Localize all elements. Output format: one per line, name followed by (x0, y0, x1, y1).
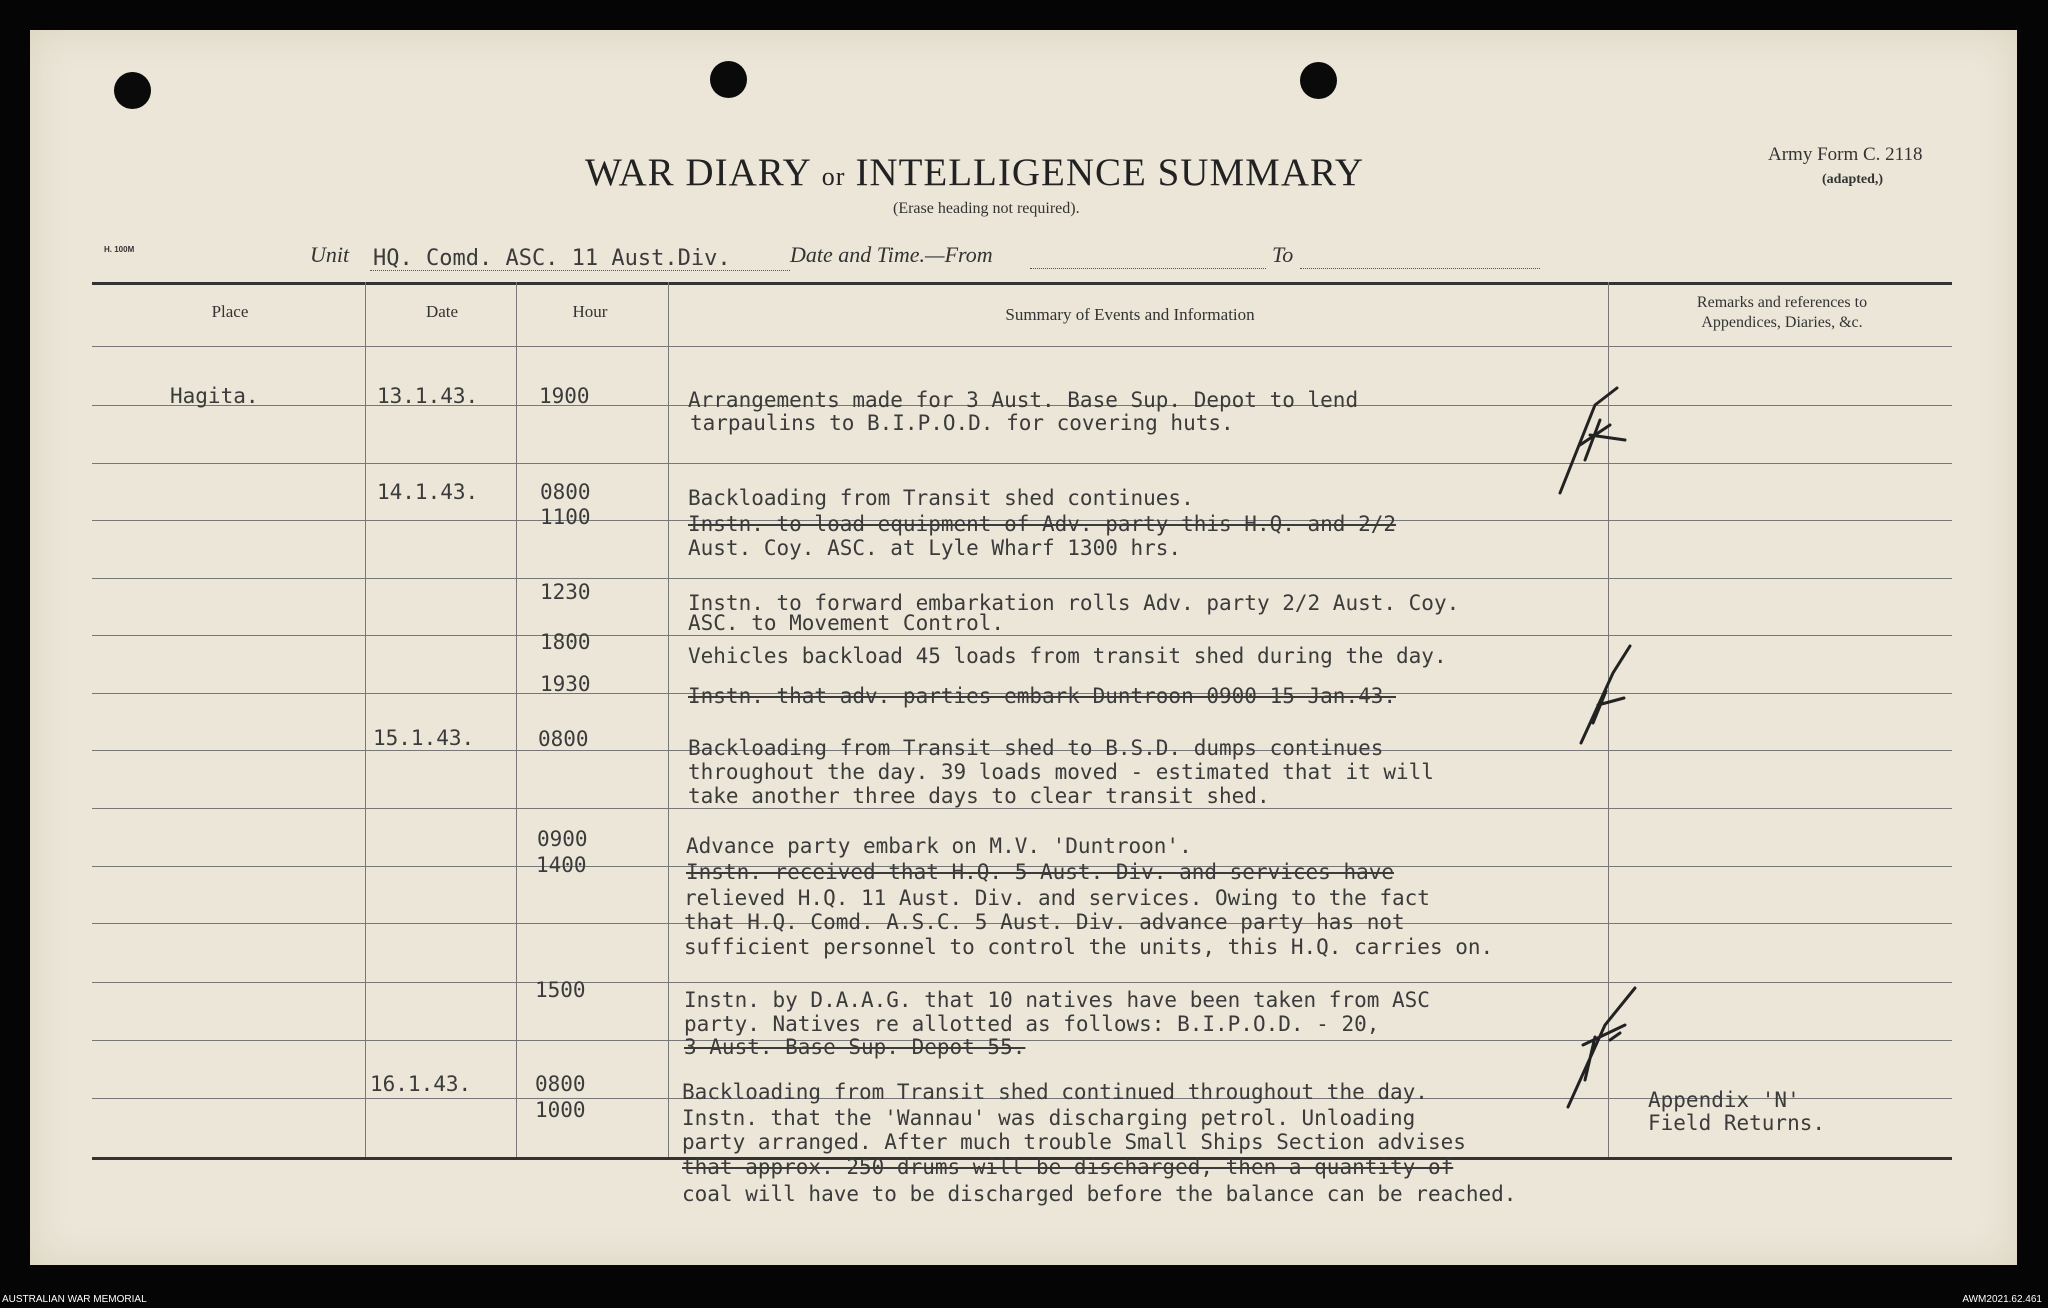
remarks-cell: Appendix 'N' (1648, 1088, 1800, 1112)
footer-credit: AUSTRALIAN WAR MEMORIAL (2, 1294, 147, 1305)
ruled-line (92, 578, 1952, 579)
hour-cell: 1230 (540, 580, 591, 604)
ruled-line (92, 463, 1952, 464)
place-cell: Hagita. (170, 384, 259, 408)
hour-cell: 0800 (540, 480, 591, 504)
hour-cell: 1500 (535, 978, 586, 1002)
summary-line: Instn. to forward embarkation rolls Adv. party 2/2 Aust. Coy. (688, 591, 1460, 615)
summary-line: Instn. received that H.Q. 5 Aust. Div. and services have (686, 860, 1395, 884)
date-cell: 14.1.43. (377, 480, 479, 504)
unit-dotline (370, 270, 790, 271)
summary-line: party. Natives re allotted as follows: B.I.P.O.D. - 20, (684, 1012, 1380, 1036)
army-form-number: Army Form C. 2118 (1768, 144, 1923, 165)
summary-line: tarpaulins to B.I.P.O.D. for covering huts. (690, 411, 1234, 435)
col-head-remarks-2: Appendices, Diaries, &c. (1701, 314, 1863, 331)
to-label: To (1272, 242, 1294, 267)
col-head-hour: Hour (572, 302, 608, 321)
summary-line: Advance party embark on M.V. 'Duntroon'. (686, 834, 1192, 858)
summary-line: Instn. that adv. parties embark Duntroon 0900 15 Jan.43. (688, 684, 1397, 708)
column-divider (365, 282, 366, 1157)
ruled-line (92, 808, 1952, 809)
col-head-date: Date (425, 302, 459, 321)
hour-cell: 1100 (540, 505, 591, 529)
hour-cell: 1800 (540, 630, 591, 654)
check-mark-icon (1555, 385, 1635, 495)
check-mark-icon (1578, 643, 1638, 748)
col-head-summary: Summary of Events and Information (1005, 305, 1255, 324)
punch-hole (1300, 62, 1337, 99)
hour-cell: 1900 (539, 384, 590, 408)
unit-value: HQ. Comd. ASC. 11 Aust.Div. (373, 246, 731, 271)
footer-accession: AWM2021.62.461 (1962, 1294, 2042, 1305)
punch-hole (114, 72, 151, 109)
summary-line: Instn. by D.A.A.G. that 10 natives have been taken from ASC (684, 988, 1430, 1012)
summary-line: sufficient personnel to control the units, this H.Q. carries on. (684, 935, 1494, 959)
adapted-note: (adapted,) (1822, 172, 1884, 187)
summary-line: that approx. 250 drums will be discharged, then a quantity of (682, 1155, 1454, 1179)
form-title: WAR DIARY or INTELLIGENCE SUMMARY (585, 151, 1365, 194)
summary-line: that H.Q. Comd. A.S.C. 5 Aust. Div. advance party has not (684, 910, 1405, 934)
summary-line: Vehicles backload 45 loads from transit shed during the day. (688, 644, 1447, 668)
summary-line: relieved H.Q. 11 Aust. Div. and services. Owing to the fact (684, 886, 1430, 910)
date-time-label: Date and Time.—From (790, 242, 993, 267)
col-head-place: Place (211, 302, 249, 321)
summary-line: Instn. that the 'Wannau' was discharging petrol. Unloading (682, 1106, 1416, 1130)
column-divider (516, 282, 517, 1157)
ruled-line (92, 982, 1952, 983)
punch-hole (710, 61, 747, 98)
summary-line: Backloading from Transit shed continues. (688, 486, 1194, 510)
table-top-rule (92, 282, 1952, 285)
summary-line: ASC. to Movement Control. (688, 611, 1005, 635)
summary-line: take another three days to clear transit shed. (688, 784, 1270, 808)
ruled-line (92, 346, 1952, 347)
summary-line: Instn. to load equipment of Adv. party this H.Q. and 2/2 (688, 512, 1397, 536)
date-cell: 16.1.43. (370, 1072, 472, 1096)
date-cell: 15.1.43. (373, 726, 475, 750)
remarks-cell: Field Returns. (1648, 1111, 1826, 1135)
hour-cell: 0800 (535, 1072, 586, 1096)
hour-cell: 0900 (537, 827, 588, 851)
check-mark-icon (1565, 985, 1640, 1110)
print-code: H. 100M (104, 245, 135, 254)
summary-line: Backloading from Transit shed to B.S.D. dumps continues (688, 736, 1384, 760)
summary-line: 3 Aust. Base Sup. Depot 55. (684, 1035, 1026, 1059)
summary-line: party arranged. After much trouble Small Ships Section advises (682, 1130, 1466, 1154)
erase-note: (Erase heading not required). (893, 200, 1080, 217)
column-divider (668, 282, 669, 1157)
from-dotline (1030, 268, 1266, 269)
unit-label: Unit (310, 242, 350, 267)
date-cell: 13.1.43. (377, 384, 479, 408)
ruled-line (92, 635, 1952, 636)
summary-line: throughout the day. 39 loads moved - estimated that it will (688, 760, 1434, 784)
hour-cell: 1000 (535, 1098, 586, 1122)
to-dotline (1300, 268, 1540, 269)
summary-line: Backloading from Transit shed continued throughout the day. (682, 1080, 1428, 1104)
summary-line: Aust. Coy. ASC. at Lyle Wharf 1300 hrs. (688, 536, 1182, 560)
summary-line: coal will have to be discharged before the balance can be reached. (682, 1182, 1517, 1206)
hour-cell: 0800 (538, 727, 589, 751)
hour-cell: 1930 (540, 672, 591, 696)
hour-cell: 1400 (536, 853, 587, 877)
col-head-remarks-1: Remarks and references to (1696, 294, 1868, 311)
summary-line: Arrangements made for 3 Aust. Base Sup. Depot to lend (688, 388, 1359, 412)
